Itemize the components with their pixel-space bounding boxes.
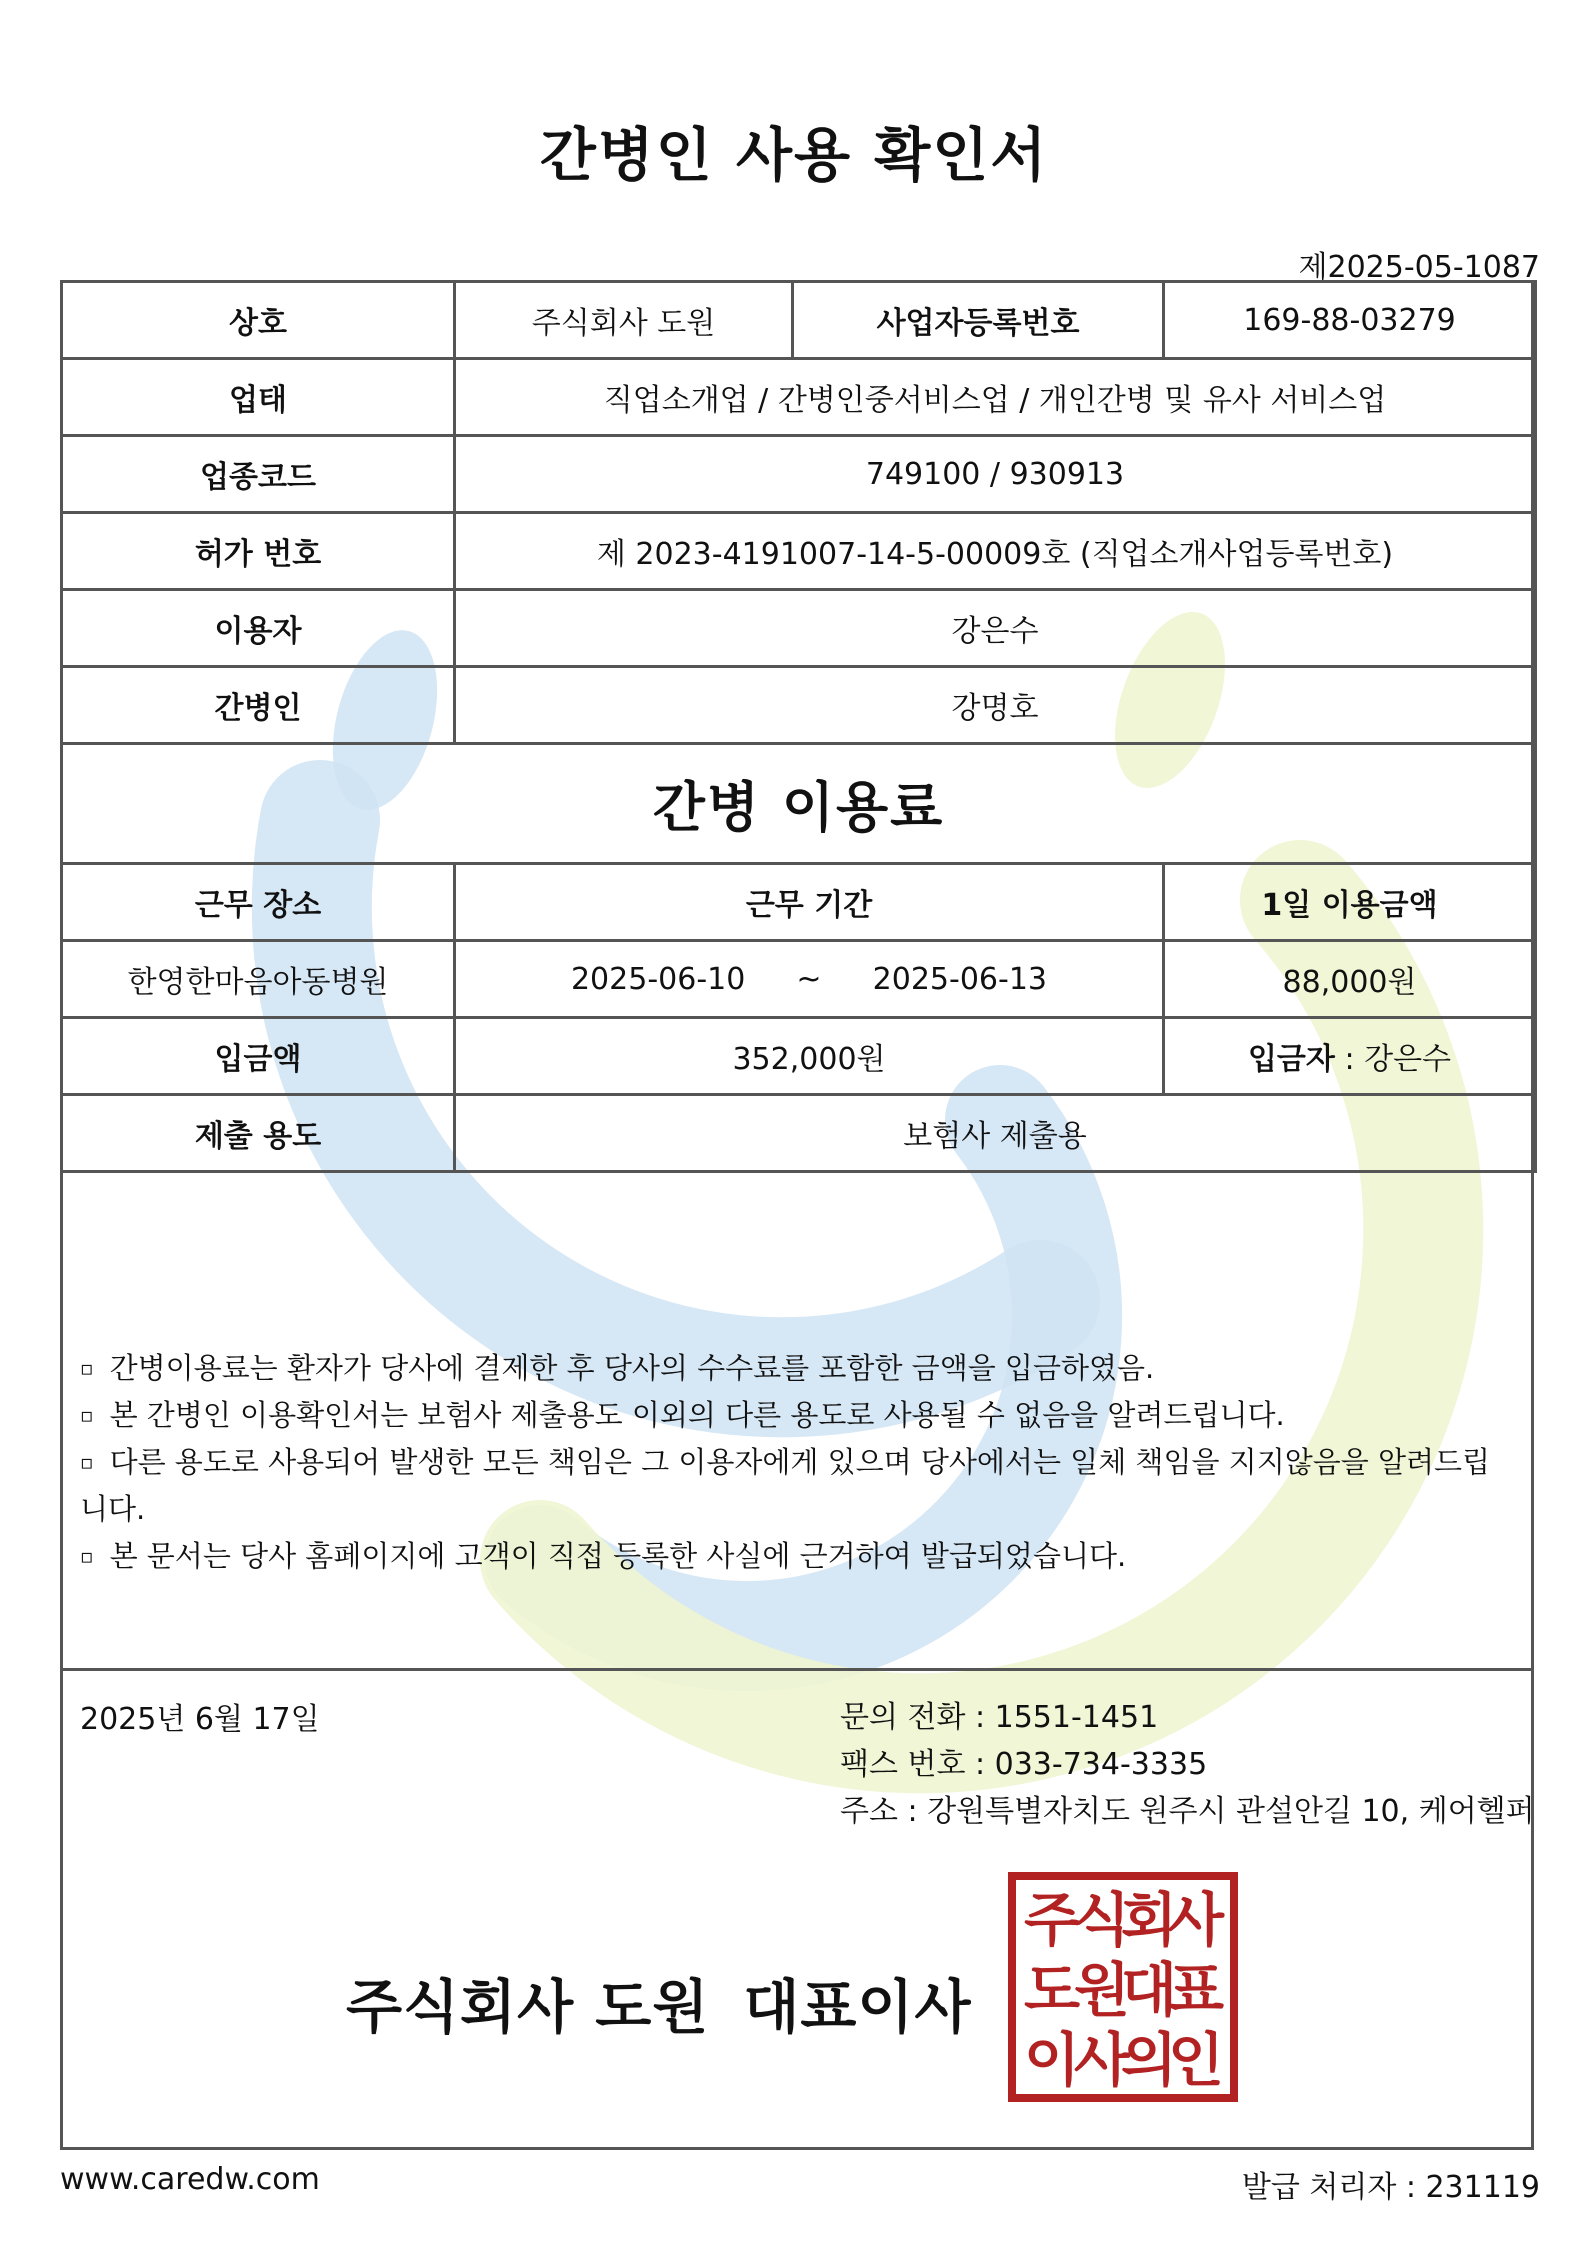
purpose-value: 보험사 제출용 [455,1095,1536,1172]
signature-line [346,1960,972,2044]
svg-text:식: 식 [1073,1886,1131,1954]
license-value: 제 2023-4191007-14-5-00009호 (직업소개사업등록번호) [455,513,1536,590]
industry-code-label: 업종코드 [62,436,455,513]
contact-info [840,1694,1535,1835]
user-value: 강은수 [455,590,1536,667]
period-start: 2025-06-10 [570,961,746,997]
purpose-label: 제출 용도 [62,1095,455,1172]
note-text: 본 간병인 이용확인서는 보험사 제출용도 이외의 다른 용도로 사용될 수 없음을 알려드립니다. [109,1398,1285,1432]
work-period-value [455,941,1164,1018]
caregiver-value: 강명호 [455,667,1536,744]
issuer-id: 발급 처리자 : 231119 [1241,2170,1540,2205]
svg-text:회: 회 [1120,1886,1178,1954]
trade-name-value: 주식회사 도원 [455,282,793,359]
table-row [62,864,1536,941]
note-text: 다른 용도로 사용되어 발생한 모든 책임은 그 이용자에게 있으며 당사에서는 일체 책임을 지지않음을 알려드립니다. [80,1445,1491,1526]
company-seal-stamp [1008,1872,1238,2102]
list-item [80,1345,1500,1392]
svg-text:원: 원 [1073,1956,1131,2024]
depositor-cell [1164,1018,1536,1095]
svg-text:사: 사 [1167,1886,1225,1954]
note-text: 간병이용료는 환자가 당사에 결제한 후 당사의 수수료를 포함한 금액을 입금하였음. [109,1351,1155,1385]
svg-text:표: 표 [1167,1956,1225,2024]
depositor-separator: : [1334,1042,1365,1077]
bullet-icon: ▫ [80,1356,94,1380]
work-place-label: 근무 장소 [62,864,455,941]
business-reg-value: 169-88-03279 [1164,282,1536,359]
period-separator: ~ [796,961,822,997]
svg-text:의: 의 [1120,2026,1178,2094]
industry-code-value: 749100 / 930913 [455,436,1536,513]
svg-text:대: 대 [1120,1956,1178,2024]
table-row [62,282,1536,359]
svg-text:인: 인 [1167,2026,1225,2094]
table-row [62,436,1536,513]
table-row [62,941,1536,1018]
list-item [80,1533,1500,1580]
table-row [62,744,1536,864]
user-label: 이용자 [62,590,455,667]
contact-phone: 문의 전화 : 1551-1451 [840,1700,1159,1735]
svg-text:주: 주 [1023,1886,1081,1954]
deposit-value: 352,000원 [455,1018,1164,1095]
signature-company: 주식회사 도원 [346,1973,710,2041]
trade-name-label: 상호 [62,282,455,359]
daily-fee-value: 88,000원 [1164,941,1536,1018]
table-row [62,1018,1536,1095]
license-label: 허가 번호 [62,513,455,590]
contact-address: 주소 : 강원특별자치도 원주시 관설안길 10, 케어헬퍼 [840,1794,1535,1829]
bullet-icon: ▫ [80,1450,94,1474]
period-end: 2025-06-13 [872,961,1048,997]
notes-list [80,1345,1500,1580]
section-divider [60,1668,1534,1671]
depositor-label: 입금자 [1247,1042,1335,1077]
table-row [62,359,1536,436]
table-row [62,590,1536,667]
table-row [62,667,1536,744]
deposit-label: 입금액 [62,1018,455,1095]
note-text: 본 문서는 당사 홈페이지에 고객이 직접 등록한 사실에 근거하여 발급되었습니다. [109,1539,1127,1573]
list-item [80,1439,1500,1533]
issue-date: 2025년 6월 17일 [80,1702,320,1737]
svg-text:사: 사 [1073,2026,1131,2094]
contact-fax: 팩스 번호 : 033-734-3335 [840,1747,1208,1782]
fee-section-heading: 간병 이용료 [62,744,1536,864]
business-type-value: 직업소개업 / 간병인중서비스업 / 개인간병 및 유사 서비스업 [455,359,1536,436]
info-table [60,280,1537,1173]
bullet-icon: ▫ [80,1544,94,1568]
table-row [62,1095,1536,1172]
depositor-value: 강은수 [1364,1042,1452,1077]
daily-fee-label: 1일 이용금액 [1164,864,1536,941]
document-number: 제2025-05-1087 [1298,250,1540,285]
caregiver-label: 간병인 [62,667,455,744]
document-title: 간병인 사용 확인서 [539,121,1049,189]
work-place-value: 한영한마음아동병원 [62,941,455,1018]
list-item [80,1392,1500,1439]
table-row [62,513,1536,590]
work-period-label: 근무 기간 [455,864,1164,941]
signature-title: 대표이사 [743,1973,972,2041]
business-reg-label: 사업자등록번호 [793,282,1164,359]
business-type-label: 업태 [62,359,455,436]
svg-text:도: 도 [1023,1956,1081,2024]
svg-text:이: 이 [1023,2026,1081,2094]
bullet-icon: ▫ [80,1403,94,1427]
website-link[interactable]: www.caredw.com [60,2162,320,2197]
